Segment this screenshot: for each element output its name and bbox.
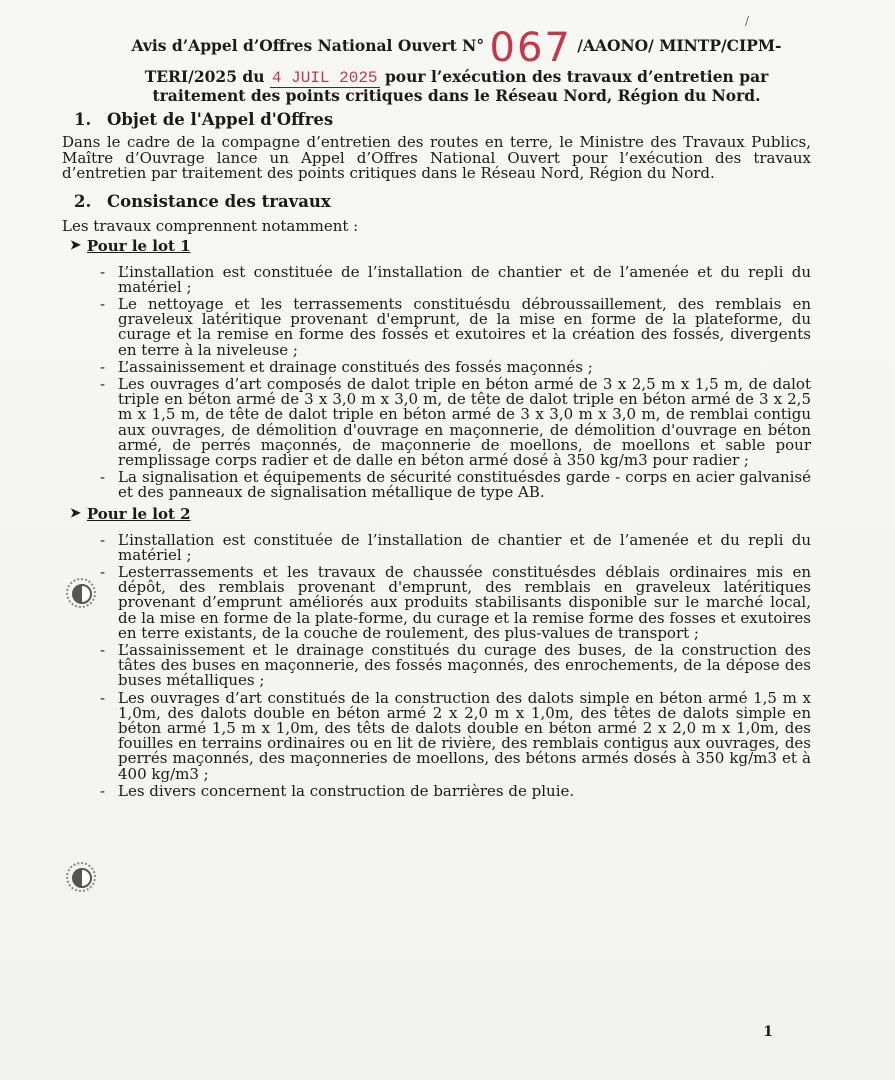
lot-2-heading: ➤ Pour le lot 2 <box>70 504 191 523</box>
lot-1-heading: ➤ Pour le lot 1 <box>70 236 191 255</box>
list-item: - La signalisation et équipements de sécurité constituésdes garde - corps en acier galvanisé et des panneaux de signalisation métallique de type AB. <box>100 468 811 502</box>
header-line-2: TERI/2025 du 4 JUIL 2025 pour l’exécution des travaux d’entretien par <box>144 67 769 87</box>
page-number: 1 <box>763 1024 773 1040</box>
dash-icon: - <box>100 262 106 281</box>
lot-1-items <box>62 262 811 502</box>
header-line-3: traitement des points critiques dans le Réseau Nord, Région du Nord. <box>152 86 761 105</box>
dash-icon: - <box>100 294 106 313</box>
list-item: - L’assainissement et le drainage constitués du curage des buses, de la construction des tâtes des buses en maçonnerie, des fossés maçonnés, des enrochements, de la dépose des buses métalliques ; <box>100 640 811 690</box>
dash-icon: - <box>100 374 106 393</box>
reference-number-stamp: 067 <box>489 25 572 71</box>
list-item: - L’installation est constituée de l’installation de chantier et de l’amenée et du repli du matériel ; <box>100 262 811 296</box>
dash-icon: - <box>100 468 106 487</box>
list-item: - L’assainissement et drainage constitués des fossés maçonnés ; <box>100 357 593 376</box>
brightness-icon[interactable] <box>66 862 96 892</box>
section-2-intro: Les travaux comprennent notamment : <box>62 216 359 235</box>
list-item: - Les ouvrages d’art constitués de la construction des dalots simple en béton armé 1,5 m x 1,0m, des dalots double en béton armé 2 x 2,0 m x 1,0m, des têtes de dalots simple en béton armé 1,5 m x 1,0m, des têts de dalots double en béton armé 2 x 2,0 m x 1,0m, des fouilles en terrains ordinaires ou en lit de rivière, des remblais contigus aux ouvrages, des perrés maçonnés, des maçonneries de moellons, des bétons armés dosés à 350 kg/m3 et à 400 kg/m3 ; <box>100 688 811 783</box>
dash-icon: - <box>100 357 106 376</box>
dash-icon: - <box>100 530 106 549</box>
arrowhead-icon: ➤ <box>70 506 81 522</box>
list-item: - Lesterrassements et les travaux de chaussée constituésdes déblais ordinaires mis en dépôt, des remblais provenant d'emprunt, des remblais en graveleux latéritiques provenant d’emprunt améliorés aux produits stabilisants disponible sur le marché local, de la mise en forme de la plate-forme, du curage et la remise forme des fosses et exutoires en terre existants, de la couche de roulement, des plus-values de transport ; <box>100 562 811 642</box>
list-item: - Les ouvrages d’art composés de dalot triple en béton armé de 3 x 2,5 m x 1,5 m, de dalot triple en béton armé de 3 x 3,0 m x 3,0 m, de tête de dalot triple en béton armé de 3 x 2,5 m x 1,5 m, de tête de dalot triple en béton armé de 3 x 3,0 m x 3,0 m, de remblai contigu aux ouvrages, de démolition d'ouvrage en maçonnerie, de démolition d'ouvrage en béton armé, de perrés maçonnés, de maçonnerie de moellons, de moellons et sable pour remplissage corps radier et de dalle en béton armé dosé à 350 kg/m3 pour radier ; <box>100 374 811 469</box>
dash-icon: - <box>100 562 106 581</box>
section-1-title: 1. Objet de l'Appel d'Offres <box>74 110 334 129</box>
dash-icon: - <box>100 781 106 800</box>
header-line-1: Avis d’Appel d’Offres National Ouvert N° 067 /AAONO/ MINTP/CIPM- <box>131 25 782 71</box>
section-2-title: 2. Consistance des travaux <box>74 191 331 211</box>
brightness-sun <box>72 868 92 888</box>
dash-icon: - <box>100 640 106 659</box>
corner-mark: / <box>744 14 749 28</box>
section-1-paragraph: Dans le cadre de la compagne d’entretien des routes en terre, le Ministre des Travaux Publics, Maître d’Ouvrage lance un Appel d’Offres National Ouvert pour l’exécution des travaux d’entretien par traitement des points critiques dans le Réseau Nord, Région du Nord. <box>62 133 811 182</box>
list-item: - L’installation est constituée de l’installation de chantier et de l’amenée et du repli du matériel ; <box>100 530 811 564</box>
brightness-icon[interactable] <box>66 578 96 608</box>
brightness-sun <box>72 584 92 604</box>
lot-2-items <box>62 530 811 800</box>
arrowhead-icon: ➤ <box>70 238 81 253</box>
list-item: - Le nettoyage et les terrassements constituésdu débroussaillement, des remblais en graveleux latéritique provenant d'emprunt, de la mise en forme de la plateforme, du curage et la remise en forme des fossés et exutoires et la création des fossés, divergents en terre à la niveleuse ; <box>100 294 811 359</box>
dash-icon: - <box>100 688 106 707</box>
notice-header <box>102 25 811 105</box>
date-stamp: 4 JUIL 2025 <box>271 69 378 87</box>
list-item: - Les divers concernent la construction de barrières de pluie. <box>100 781 575 800</box>
